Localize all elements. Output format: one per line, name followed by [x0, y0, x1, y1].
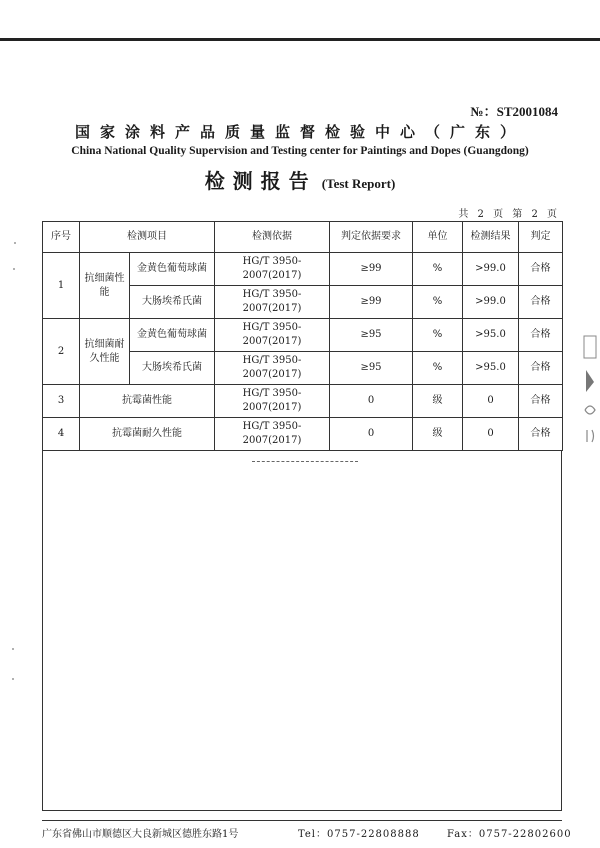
footer-tel: Tel：0757-22808888: [298, 829, 420, 840]
header-unit: 单位: [413, 222, 463, 253]
row-subitem: 大肠埃希氏菌: [130, 286, 215, 319]
blank-area-frame: [42, 450, 562, 811]
row-unit: %: [413, 319, 463, 352]
end-of-table-divider: [252, 461, 358, 462]
row-basis: HG/T 3950-2007(2017): [215, 319, 330, 352]
table-row: [43, 418, 563, 451]
row-no: 4: [43, 418, 80, 451]
scan-speck: [12, 678, 14, 680]
row-requirement: ≥99: [330, 286, 413, 319]
organization-name-en: China National Quality Supervision and Testing center for Paintings and Dopes (Guangdong): [71, 145, 529, 157]
table-header-row: [43, 222, 563, 253]
organization-name-cn: 国家涂料产品质量监督检验中心（广东）: [74, 123, 525, 141]
footer-address: 广东省佛山市顺德区大良新城区德胜东路1号: [42, 829, 239, 840]
row-result: >95.0: [463, 352, 519, 385]
row-requirement: 0: [330, 385, 413, 418]
scan-speck: [13, 268, 15, 270]
report-title-cn: 检测报告: [204, 169, 317, 193]
row-verdict: 合格: [519, 418, 563, 451]
row-result: 0: [463, 418, 519, 451]
row-requirement: ≥95: [330, 319, 413, 352]
seal-stamp-edge: [580, 330, 600, 450]
row-basis: HG/T 3950-2007(2017): [215, 286, 330, 319]
report-title: [0, 165, 600, 194]
footer-fax: Fax：0757-22802600: [447, 829, 572, 840]
row-unit: %: [413, 352, 463, 385]
row-basis: HG/T 3950-2007(2017): [215, 352, 330, 385]
row-result: >99.0: [463, 286, 519, 319]
row-verdict: 合格: [519, 352, 563, 385]
row-requirement: ≥95: [330, 352, 413, 385]
row-requirement: 0: [330, 418, 413, 451]
row-verdict: 合格: [519, 319, 563, 352]
row-verdict: 合格: [519, 253, 563, 286]
row-unit: 级: [413, 385, 463, 418]
row-no: 1: [43, 253, 80, 319]
scan-speck: [12, 648, 14, 650]
report-number: №：ST2001084: [470, 104, 558, 119]
row-verdict: 合格: [519, 286, 563, 319]
row-unit: %: [413, 286, 463, 319]
row-unit: %: [413, 253, 463, 286]
seal-stamp-icon: [580, 330, 600, 450]
header-item: 检测项目: [80, 222, 215, 253]
row-item: 抗霉菌性能: [80, 385, 215, 418]
row-subitem: 大肠埃希氏菌: [130, 352, 215, 385]
row-no: 3: [43, 385, 80, 418]
row-subitem: 金黄色葡萄球菌: [130, 253, 215, 286]
row-unit: 级: [413, 418, 463, 451]
row-basis: HG/T 3950-2007(2017): [215, 418, 330, 451]
row-requirement: ≥99: [330, 253, 413, 286]
row-item: 抗霉菌耐久性能: [80, 418, 215, 451]
table-row: [43, 253, 563, 286]
test-results-table: [42, 221, 563, 451]
row-basis: HG/T 3950-2007(2017): [215, 385, 330, 418]
top-border-line: [0, 38, 600, 41]
row-no: 2: [43, 319, 80, 385]
row-result: >95.0: [463, 319, 519, 352]
row-result: >99.0: [463, 253, 519, 286]
header-basis: 检测依据: [215, 222, 330, 253]
header-verdict: 判定: [519, 222, 563, 253]
row-subitem: 金黄色葡萄球菌: [130, 319, 215, 352]
footer-divider: [42, 820, 562, 821]
table-row: [43, 385, 563, 418]
page-info: 共 2 页 第 2 页: [458, 209, 560, 220]
row-item: 抗细菌性能: [80, 253, 130, 319]
row-basis: HG/T 3950-2007(2017): [215, 253, 330, 286]
header-requirement: 判定依据要求: [330, 222, 413, 253]
scan-speck: [14, 242, 16, 244]
header-result: 检测结果: [463, 222, 519, 253]
row-item: 抗细菌耐久性能: [80, 319, 130, 385]
header-no: 序号: [43, 222, 80, 253]
table-row: [43, 319, 563, 352]
row-result: 0: [463, 385, 519, 418]
report-title-en: (Test Report): [321, 176, 396, 191]
row-verdict: 合格: [519, 385, 563, 418]
